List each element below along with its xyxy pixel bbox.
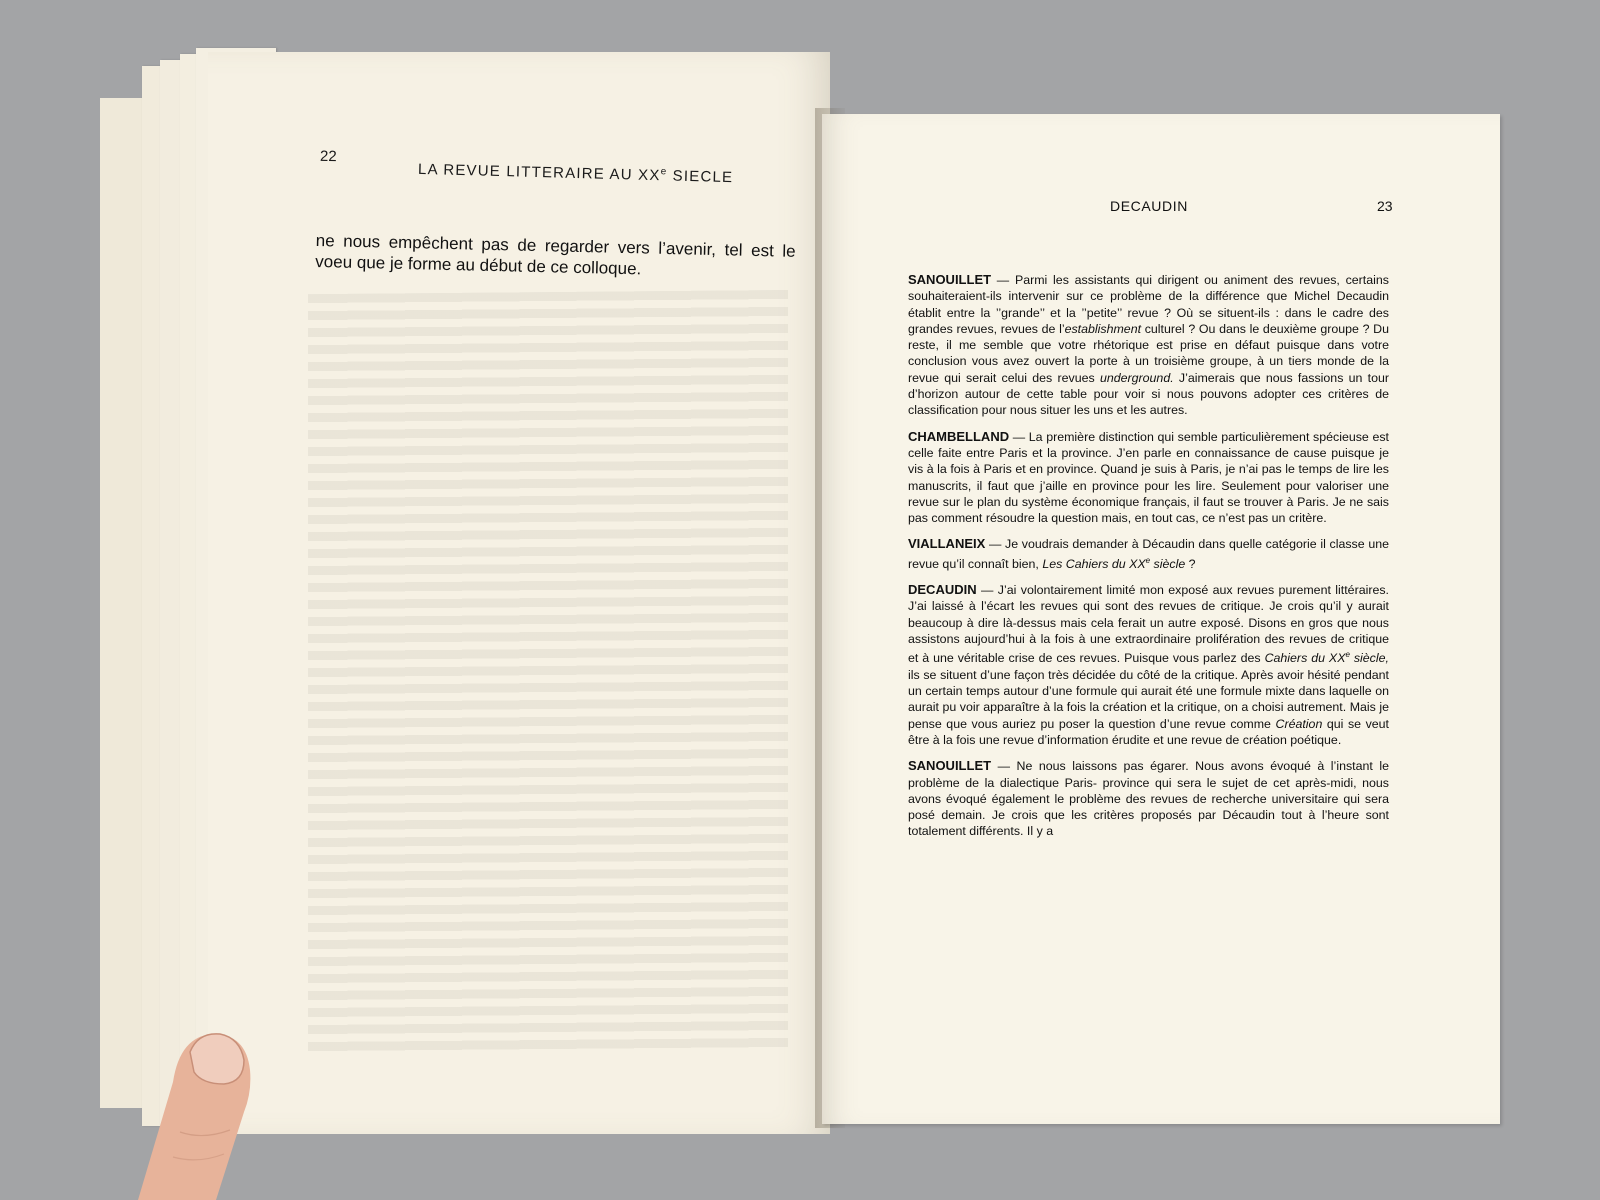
paragraph-sanouillet-1 [908, 272, 1389, 419]
right-page-number: 23 [1377, 198, 1393, 214]
left-header-tail: SIECLE [667, 167, 734, 187]
left-page-text: ne nous empêchent pas de regarder vers l’avenir, tel est le voeu que je forme au début de ce colloque. [315, 230, 796, 279]
left-page-number: 22 [319, 147, 337, 166]
show-through-text [308, 290, 788, 1054]
paragraph-text: — Parmi les assistants qui dirigent ou animent des revues, certains souhaiteraient-ils intervenir sur ce problème de la différence que Michel Decaudin établit entre la ’’grande’’ et la ’’petite’’ revue ? Où se situent-ils : dans le cadre des grandes revues, revues de l’ [908, 273, 1389, 336]
right-page-body [908, 272, 1389, 850]
speaker-name: CHAMBELLAND [908, 428, 1010, 444]
left-page [208, 52, 830, 1134]
italic-text: establishment [1064, 321, 1142, 336]
paragraph-viallaneix [908, 536, 1389, 572]
paragraph-text: — Je voudrais demander à Décaudin dans quelle catégorie il classe une revue qu’il connaît bien, [908, 537, 1389, 571]
italic-text [1265, 651, 1389, 665]
speaker-name: SANOUILLET [908, 272, 992, 287]
left-header-sup: e [660, 166, 668, 178]
paragraph-chambelland [908, 429, 1389, 527]
italic-title-tail: siècle, [1349, 651, 1389, 666]
paragraph-text: ? [1185, 556, 1196, 571]
paragraph-decaudin [908, 582, 1389, 748]
finger-icon [118, 1012, 278, 1200]
paragraph-sanouillet-2 [908, 758, 1389, 839]
italic-text [1042, 557, 1185, 571]
paragraph-text: culturel ? Ou dans le deuxième groupe ? Du reste, il me semble que votre rhétorique est prise en défaut puisque dans votre conclusion vous avez ouvert la porte à un troisième groupe, à un tiers monde de la revue qui serait celui des revues [908, 321, 1389, 385]
paragraph-text: J’aimerais que nous fassions un tour d’horizon autour de cette table pour voir si nous pouvons adopter ces critères de classification pour nous situer les uns et les autres. [908, 370, 1389, 418]
paragraph-text: qui se veut être à la fois une revue d’information érudite et une revue de création poétique. [908, 716, 1390, 747]
paragraph-text: ils se situent d’une façon très décidée du côté de la critique. Après avoir hésité pendant un certain temps autour d’une formule qui aurait été une formule mixte dans laquelle on aurait pu voir apparaître à la fois la création et la critique, on a choisi autrement. Mais je pense que vous auriez pu poser la question d’une revue comme [908, 667, 1389, 731]
italic-text: underground. [1099, 370, 1174, 385]
speaker-name: DECAUDIN [908, 582, 977, 598]
italic-text: Création [1275, 716, 1323, 731]
paragraph-text: — J’ai volontairement limité mon exposé aux revues purement littéraires. J’ai laissé à l’écart les revues qui sont des revues de critique. Je crois qu’il y aurait beaucoup à dire là-dessus mais cela ferait un autre exposé. Disons en gros que nous assistons aujourd’hui à la fois à une extraordinaire prolifération des revues de critique et à une véritable crise de ces revues. Puisque vous parlez des [908, 583, 1389, 666]
italic-sup: e [1345, 650, 1350, 660]
paragraph-text: — Ne nous laissons pas égarer. Nous avons évoqué à l’instant le problème de la dialectique Paris- province qui sera le sujet de cet après-midi, nous avons évoqué également le problème des revues de recherche universitaire qui sera posé demain. Je crois que les critères proposés par Décaudin tout à l’heure sont totalement différents. Il y a [908, 759, 1389, 839]
italic-title: Cahiers du XX [1264, 651, 1346, 666]
italic-sup: e [1145, 555, 1151, 565]
right-page [822, 114, 1500, 1124]
italic-title: Les Cahiers du XX [1042, 556, 1146, 571]
paragraph-text: — La première distinction qui semble particulièrement spécieuse est celle faite entre Paris et la province. J’en parle en connaissance de cause puisque je vis à la fois à Paris et en province. Quand je suis à Paris, je n’ai pas le temps de lire les manuscrits, il faut que j’aille en province pour les lire. Seulement pour valoriser une revue sur le plan du système économique français, il faut se trouver à Paris. Je ne sais pas comment résoudre la question mais, en tout cas, ce n’est pas un critère. [908, 429, 1389, 526]
speaker-name: SANOUILLET [908, 758, 992, 774]
right-running-header: DECAUDIN [1110, 198, 1188, 214]
left-running-header [418, 160, 734, 186]
italic-title-tail: siècle [1150, 556, 1186, 571]
left-header-main: LA REVUE LITTERAIRE AU XX [417, 160, 661, 185]
speaker-name: VIALLANEIX [908, 536, 986, 552]
